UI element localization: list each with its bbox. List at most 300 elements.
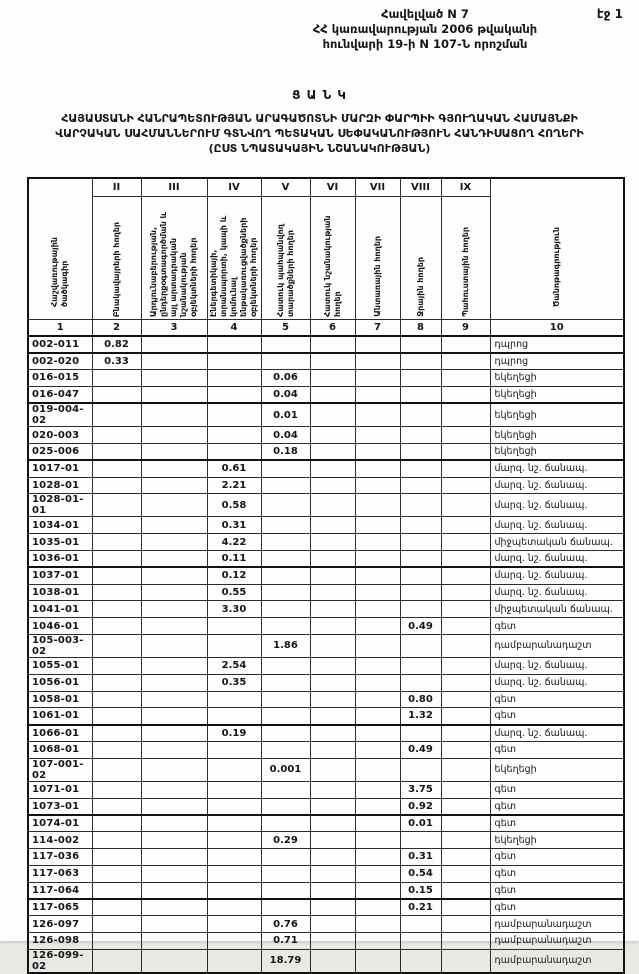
area-value-cell: [441, 386, 490, 403]
area-value-cell: [92, 916, 141, 933]
area-value-cell: [92, 848, 141, 865]
header-forest-lands: [355, 197, 400, 320]
area-value-cell: [207, 427, 261, 444]
parcel-code-cell: 117-063: [28, 865, 92, 882]
area-value-cell: [355, 798, 400, 815]
note-cell: մարզ. նշ. ճանապ.: [490, 584, 624, 601]
header-industrial-lands: [141, 197, 207, 320]
area-value-cell: [355, 725, 400, 742]
note-cell: դամբարանադաշտ: [490, 916, 624, 933]
header-parcel-code: [28, 178, 92, 320]
area-value-cell: [141, 741, 207, 758]
header-parcel-code-label: Հաշվառութային ծածկագիր: [50, 237, 70, 307]
area-value-cell: [310, 477, 355, 494]
title-line-2: ՀԱՅԱՍՏԱՆԻ ՀԱՆՐԱՊԵՏՈՒԹՅԱՆ ԱՐԱԳԱԾՈՏՆԻ ՄԱՐԶԻ ՓԱՐՊԻԻ ԳՅՈՒՂԱԿԱՆ ՀԱՄԱՅՆՔԻ: [61, 112, 578, 125]
table-row: [28, 932, 624, 949]
table-row: [28, 550, 624, 567]
area-value-cell: [355, 601, 400, 618]
header-notes-label: Ծանոթագրություն: [551, 226, 561, 307]
area-value-cell: [310, 798, 355, 815]
area-value-cell: [441, 618, 490, 635]
parcel-code-cell: 1038-01: [28, 584, 92, 601]
area-value-cell: [141, 550, 207, 567]
area-value-cell: [92, 567, 141, 584]
parcel-code-cell: 020-003: [28, 427, 92, 444]
area-value-cell: [92, 634, 141, 657]
area-value-cell: [441, 848, 490, 865]
area-value-cell: [261, 618, 310, 635]
area-value-cell: [310, 550, 355, 567]
parcel-code-cell: 1073-01: [28, 798, 92, 815]
area-value-cell: [141, 494, 207, 517]
area-value-cell: [355, 634, 400, 657]
area-value-cell: [141, 882, 207, 899]
area-value-cell: [400, 949, 441, 973]
area-value-cell: [310, 815, 355, 832]
area-value-cell: [355, 865, 400, 882]
area-value-cell: 0.54: [400, 865, 441, 882]
area-value-cell: [310, 336, 355, 353]
header-roman-II: II: [92, 178, 141, 197]
area-value-cell: [441, 534, 490, 551]
title-line-3: ՎԱՐՉԱԿԱՆ ՍԱՀՄԱՆՆԵՐՈՒՄ ԳՏՆՎՈՂ ՊԵՏԱԿԱՆ ՍԵՓԱԿԱՆՈՒԹՅՈՒՆ ՀԱՆԴԻՍԱՑՈՂ ՀՈՂԵՐԻ: [55, 127, 584, 140]
area-value-cell: [400, 832, 441, 849]
area-value-cell: [310, 584, 355, 601]
note-cell: մարզ. նշ. ճանապ.: [490, 517, 624, 534]
area-value-cell: [261, 517, 310, 534]
area-value-cell: [441, 832, 490, 849]
column-number-row: [28, 320, 624, 337]
area-value-cell: [355, 674, 400, 691]
area-value-cell: 1.32: [400, 708, 441, 725]
area-value-cell: [441, 725, 490, 742]
table-row: [28, 899, 624, 916]
parcel-code-cell: 117-065: [28, 899, 92, 916]
parcel-code-cell: 117-064: [28, 882, 92, 899]
area-value-cell: [141, 601, 207, 618]
table-row: [28, 477, 624, 494]
area-value-cell: [400, 634, 441, 657]
area-value-cell: [400, 517, 441, 534]
note-cell: միջպետական ճանապ.: [490, 601, 624, 618]
area-value-cell: [355, 741, 400, 758]
column-number-8: 8: [400, 320, 441, 337]
area-value-cell: [355, 386, 400, 403]
table-row: [28, 725, 624, 742]
table-row: [28, 798, 624, 815]
area-value-cell: [207, 899, 261, 916]
area-value-cell: [441, 353, 490, 370]
area-value-cell: [92, 708, 141, 725]
area-value-cell: [141, 386, 207, 403]
area-value-cell: 0.49: [400, 618, 441, 635]
parcel-code-cell: 1034-01: [28, 517, 92, 534]
area-value-cell: [310, 949, 355, 973]
note-cell: մարզ. նշ. ճանապ.: [490, 567, 624, 584]
area-value-cell: [400, 494, 441, 517]
table-row: [28, 370, 624, 387]
area-value-cell: 0.71: [261, 932, 310, 949]
area-value-cell: [355, 353, 400, 370]
parcel-code-cell: 002-011: [28, 336, 92, 353]
area-value-cell: [355, 584, 400, 601]
area-value-cell: [441, 741, 490, 758]
note-cell: մարզ. նշ. ճանապ.: [490, 657, 624, 674]
table-row: [28, 657, 624, 674]
area-value-cell: [141, 725, 207, 742]
area-value-cell: [441, 336, 490, 353]
area-value-cell: [92, 477, 141, 494]
note-cell: եկեղեցի: [490, 443, 624, 460]
area-value-cell: [310, 899, 355, 916]
note-cell: գետ: [490, 781, 624, 798]
area-value-cell: [441, 882, 490, 899]
area-value-cell: [207, 781, 261, 798]
note-cell: միջպետական ճանապ.: [490, 534, 624, 551]
appendix-line-2: ՀՀ կառավարության 2006 թվականի: [312, 22, 538, 36]
area-value-cell: [355, 443, 400, 460]
column-number-3: 3: [141, 320, 207, 337]
note-cell: դպրոց: [490, 353, 624, 370]
note-cell: մարզ. նշ. ճանապ.: [490, 725, 624, 742]
area-value-cell: [441, 370, 490, 387]
area-value-cell: 0.04: [261, 427, 310, 444]
area-value-cell: [141, 848, 207, 865]
area-value-cell: [261, 584, 310, 601]
parcel-code-cell: 1074-01: [28, 815, 92, 832]
parcel-code-cell: 105-003-02: [28, 634, 92, 657]
area-value-cell: [441, 584, 490, 601]
header-roman-IV: IV: [207, 178, 261, 197]
area-value-cell: [141, 584, 207, 601]
area-value-cell: [355, 848, 400, 865]
area-value-cell: [400, 550, 441, 567]
area-value-cell: [92, 674, 141, 691]
area-value-cell: [92, 443, 141, 460]
note-cell: գետ: [490, 798, 624, 815]
area-value-cell: [310, 932, 355, 949]
page-number-label: էջ 1: [596, 7, 623, 21]
header-protected-lands: [261, 197, 310, 320]
area-value-cell: [441, 657, 490, 674]
area-value-cell: [207, 832, 261, 849]
area-value-cell: 0.80: [400, 691, 441, 708]
area-value-cell: [207, 634, 261, 657]
area-value-cell: [310, 832, 355, 849]
note-cell: եկեղեցի: [490, 386, 624, 403]
table-row: [28, 336, 624, 353]
area-value-cell: [310, 882, 355, 899]
area-value-cell: [141, 932, 207, 949]
area-value-cell: [441, 949, 490, 973]
header-roman-VII: VII: [355, 178, 400, 197]
area-value-cell: [141, 517, 207, 534]
area-value-cell: [207, 336, 261, 353]
note-cell: մարզ. նշ. ճանապ.: [490, 550, 624, 567]
area-value-cell: [441, 781, 490, 798]
area-value-cell: [441, 517, 490, 534]
area-value-cell: [207, 691, 261, 708]
table-row: [28, 741, 624, 758]
parcel-code-cell: 1037-01: [28, 567, 92, 584]
area-value-cell: [207, 758, 261, 781]
area-value-cell: 0.31: [400, 848, 441, 865]
column-number-2: 2: [92, 320, 141, 337]
area-value-cell: [141, 916, 207, 933]
header-roman-VIII: VIII: [400, 178, 441, 197]
area-value-cell: 0.58: [207, 494, 261, 517]
column-number-5: 5: [261, 320, 310, 337]
table-row: [28, 674, 624, 691]
area-value-cell: [92, 949, 141, 973]
header-reserve-lands-label: Պահուստային հողեր: [460, 227, 470, 317]
note-cell: գետ: [490, 708, 624, 725]
note-cell: մարզ. նշ. ճանապ.: [490, 460, 624, 477]
area-value-cell: [92, 403, 141, 427]
area-value-cell: [310, 691, 355, 708]
area-value-cell: 0.21: [400, 899, 441, 916]
area-value-cell: 0.29: [261, 832, 310, 849]
area-value-cell: [261, 725, 310, 742]
area-value-cell: [355, 758, 400, 781]
parcel-code-cell: 016-015: [28, 370, 92, 387]
area-value-cell: [207, 386, 261, 403]
area-value-cell: [261, 741, 310, 758]
area-value-cell: 0.01: [261, 403, 310, 427]
area-value-cell: [400, 932, 441, 949]
area-value-cell: [310, 741, 355, 758]
area-value-cell: [441, 550, 490, 567]
header-residential-lands: [92, 197, 141, 320]
table-row: [28, 567, 624, 584]
appendix-line-3: հունվարի 19-ի N 107-Ն որոշման: [322, 37, 528, 51]
area-value-cell: [441, 477, 490, 494]
note-cell: գետ: [490, 741, 624, 758]
area-value-cell: [92, 618, 141, 635]
parcel-code-cell: 1036-01: [28, 550, 92, 567]
area-value-cell: [261, 848, 310, 865]
note-cell: եկեղեցի: [490, 370, 624, 387]
area-value-cell: [310, 386, 355, 403]
area-value-cell: 1.86: [261, 634, 310, 657]
area-value-cell: [207, 865, 261, 882]
table-row: [28, 815, 624, 832]
area-value-cell: [310, 865, 355, 882]
note-cell: եկեղեցի: [490, 403, 624, 427]
area-value-cell: [355, 815, 400, 832]
area-value-cell: [261, 691, 310, 708]
area-value-cell: [261, 567, 310, 584]
area-value-cell: [355, 882, 400, 899]
area-value-cell: [355, 494, 400, 517]
note-cell: գետ: [490, 848, 624, 865]
parcel-code-cell: 1035-01: [28, 534, 92, 551]
area-value-cell: [441, 815, 490, 832]
area-value-cell: [310, 758, 355, 781]
header-roman-III: III: [141, 178, 207, 197]
area-value-cell: [400, 916, 441, 933]
table-row: [28, 949, 624, 973]
area-value-cell: [141, 865, 207, 882]
area-value-cell: 2.54: [207, 657, 261, 674]
area-value-cell: [310, 601, 355, 618]
area-value-cell: [141, 634, 207, 657]
area-value-cell: 18.79: [261, 949, 310, 973]
area-value-cell: [261, 781, 310, 798]
area-value-cell: 0.35: [207, 674, 261, 691]
table-row: [28, 916, 624, 933]
area-value-cell: 0.19: [207, 725, 261, 742]
column-number-4: 4: [207, 320, 261, 337]
area-value-cell: [310, 618, 355, 635]
area-value-cell: [310, 494, 355, 517]
area-value-cell: [400, 477, 441, 494]
parcel-code-cell: 1058-01: [28, 691, 92, 708]
area-value-cell: [92, 741, 141, 758]
area-value-cell: [355, 534, 400, 551]
area-value-cell: [207, 932, 261, 949]
area-value-cell: [141, 899, 207, 916]
note-cell: եկեղեցի: [490, 427, 624, 444]
parcel-code-cell: 1066-01: [28, 725, 92, 742]
area-value-cell: 0.49: [400, 741, 441, 758]
area-value-cell: [310, 460, 355, 477]
area-value-cell: [441, 443, 490, 460]
column-number-10: 10: [490, 320, 624, 337]
parcel-code-cell: 1071-01: [28, 781, 92, 798]
area-value-cell: [310, 534, 355, 551]
note-cell: եկեղեցի: [490, 832, 624, 849]
area-value-cell: 0.61: [207, 460, 261, 477]
note-cell: դամբարանադաշտ: [490, 634, 624, 657]
area-value-cell: [441, 601, 490, 618]
area-value-cell: 3.75: [400, 781, 441, 798]
area-value-cell: [441, 427, 490, 444]
header-energy-transport-lands: [207, 197, 261, 320]
area-value-cell: [141, 477, 207, 494]
area-value-cell: 0.18: [261, 443, 310, 460]
area-value-cell: [355, 832, 400, 849]
table-row: [28, 848, 624, 865]
title-word-list: Ց Ա Ն Կ: [292, 88, 347, 102]
parcel-code-cell: 1046-01: [28, 618, 92, 635]
area-value-cell: [207, 949, 261, 973]
table-row: [28, 427, 624, 444]
header-protected-lands-label: Հատուկ պահպանվող տարածքների հողեր: [275, 224, 295, 317]
area-value-cell: [141, 336, 207, 353]
area-value-cell: [400, 427, 441, 444]
area-value-cell: [207, 353, 261, 370]
area-value-cell: [355, 932, 400, 949]
area-value-cell: [141, 534, 207, 551]
area-value-cell: [310, 517, 355, 534]
area-value-cell: [355, 657, 400, 674]
area-value-cell: 0.06: [261, 370, 310, 387]
area-value-cell: [355, 916, 400, 933]
area-value-cell: [310, 725, 355, 742]
area-value-cell: [141, 949, 207, 973]
area-value-cell: [92, 534, 141, 551]
area-value-cell: [92, 386, 141, 403]
area-value-cell: [441, 798, 490, 815]
area-value-cell: [310, 443, 355, 460]
area-value-cell: [92, 550, 141, 567]
header-industrial-lands-label: Արդյունաբերության, ընդերքօգտագործման և այլ արտադրական նշանակության օբյեկտների հողեր: [149, 211, 198, 317]
parcel-code-cell: 1056-01: [28, 674, 92, 691]
area-value-cell: [207, 618, 261, 635]
area-value-cell: [207, 798, 261, 815]
area-value-cell: [441, 494, 490, 517]
area-value-cell: [310, 916, 355, 933]
area-value-cell: [355, 477, 400, 494]
area-value-cell: [310, 403, 355, 427]
area-value-cell: [261, 460, 310, 477]
area-value-cell: [92, 427, 141, 444]
table-row: [28, 584, 624, 601]
table-row: [28, 634, 624, 657]
area-value-cell: [141, 567, 207, 584]
column-number-6: 6: [310, 320, 355, 337]
table-row: [28, 534, 624, 551]
area-value-cell: [400, 674, 441, 691]
area-value-cell: [92, 758, 141, 781]
area-value-cell: [261, 899, 310, 916]
area-value-cell: [141, 657, 207, 674]
area-value-cell: [141, 403, 207, 427]
area-value-cell: [355, 336, 400, 353]
area-value-cell: [92, 882, 141, 899]
parcel-code-cell: 002-020: [28, 353, 92, 370]
area-value-cell: [355, 899, 400, 916]
area-value-cell: [310, 708, 355, 725]
parcel-code-cell: 1061-01: [28, 708, 92, 725]
area-value-cell: [141, 781, 207, 798]
parcel-code-cell: 025-006: [28, 443, 92, 460]
area-value-cell: [310, 427, 355, 444]
parcel-code-cell: 126-097: [28, 916, 92, 933]
area-value-cell: [310, 634, 355, 657]
table-row: [28, 403, 624, 427]
area-value-cell: [310, 657, 355, 674]
area-value-cell: [355, 618, 400, 635]
table-row: [28, 882, 624, 899]
area-value-cell: [310, 567, 355, 584]
area-value-cell: [261, 882, 310, 899]
area-value-cell: 0.76: [261, 916, 310, 933]
area-value-cell: [400, 460, 441, 477]
area-value-cell: [92, 832, 141, 849]
area-value-cell: 4.22: [207, 534, 261, 551]
column-number-9: 9: [441, 320, 490, 337]
area-value-cell: [141, 708, 207, 725]
area-value-cell: [141, 691, 207, 708]
area-value-cell: [92, 601, 141, 618]
area-value-cell: [441, 674, 490, 691]
area-value-cell: [400, 758, 441, 781]
area-value-cell: [261, 708, 310, 725]
table-row: [28, 386, 624, 403]
parcel-code-cell: 1028-01-01: [28, 494, 92, 517]
area-value-cell: [261, 494, 310, 517]
area-value-cell: [400, 584, 441, 601]
area-value-cell: [400, 534, 441, 551]
parcel-code-cell: 126-099-02: [28, 949, 92, 973]
parcel-code-cell: 1068-01: [28, 741, 92, 758]
area-value-cell: [92, 899, 141, 916]
header-energy-transport-lands-label: Էներգետիկայի, տրանսպորտի, կապի և կոմունալ ենթակառուցվածքների օբյեկտների հողեր: [209, 215, 258, 317]
area-value-cell: [400, 386, 441, 403]
parcel-code-cell: 1017-01: [28, 460, 92, 477]
